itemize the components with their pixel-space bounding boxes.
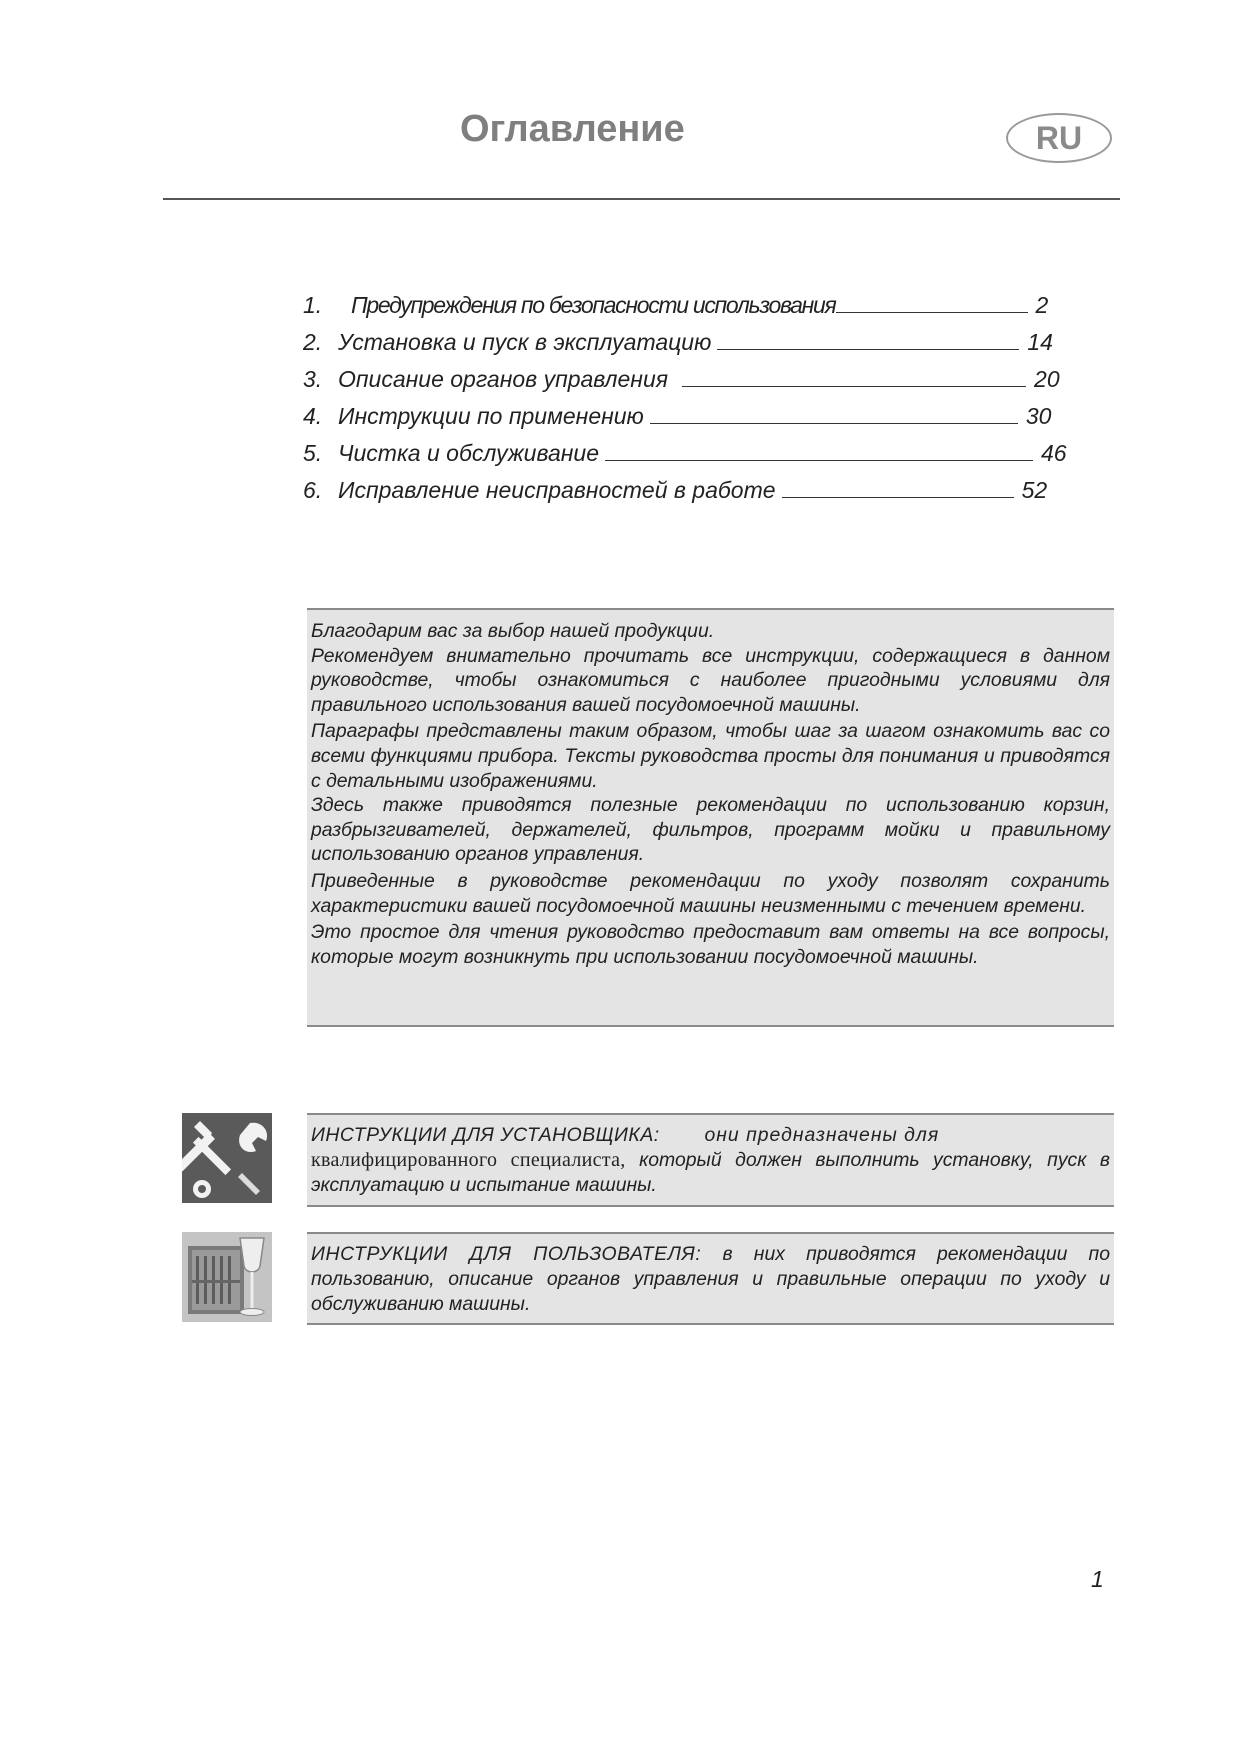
toc-label: Чистка и обслуживание xyxy=(338,440,600,466)
toc-leader xyxy=(836,311,1028,313)
page-number: 1 xyxy=(1091,1566,1104,1592)
intro-paragraph: Параграфы представлены таким образом, чтобы шаг за шагом ознакомить вас со всеми функциями прибора. Тексты руководства просты для понимания и приводятся с детальными изображениями. xyxy=(311,720,1110,792)
user-heading: ИНСТРУКЦИИ ДЛЯ ПОЛЬЗОВАТЕЛЯ: xyxy=(311,1243,702,1265)
page-title: Оглавление xyxy=(460,108,685,150)
toc-number: 5. xyxy=(303,440,323,466)
toc-entry[interactable] xyxy=(303,477,1047,504)
intro-box xyxy=(307,608,1114,1027)
installer-text: который должен выполнить установку, пуск в эксплуатацию и испытание машины. xyxy=(311,1149,1110,1196)
intro-paragraph: Здесь также приводятся полезные рекомендации по использованию корзин, разбрызгивателей, держателей, фильтров, программ мойки и правильному использованию органов управления. xyxy=(311,794,1110,866)
intro-paragraph: Приведенные в руководстве рекомендации по уходу позволят сохранить характеристики вашей посудомоечной машины неизменными с течением времени. xyxy=(311,869,1110,917)
intro-paragraph: Это простое для чтения руководство предоставит вам ответы на все вопросы, которые могут возникнуть при использовании посудомоечной машины. xyxy=(311,921,1110,968)
toc-entry[interactable] xyxy=(303,440,1067,467)
dishwasher-glass-icon xyxy=(182,1232,272,1322)
toc-number: 4. xyxy=(303,403,323,429)
toc-page: 2 xyxy=(1035,292,1049,318)
toc-leader xyxy=(605,459,1033,461)
toc-page: 14 xyxy=(1027,329,1053,355)
intro-greeting: Благодарим вас за выбор нашей продукции. xyxy=(311,620,715,642)
wrench-screwdriver-icon xyxy=(182,1113,272,1203)
toc-label: Описание органов управления xyxy=(338,366,669,392)
installer-text: квалифицированного специалиста, xyxy=(311,1149,626,1171)
toc-entry[interactable] xyxy=(303,329,1053,356)
user-instructions-box xyxy=(307,1232,1114,1325)
intro-paragraph: Рекомендуем внимательно прочитать все инструкции, содержащиеся в данном руководстве, чтобы ознакомиться с наиболее пригодными условиями для правильного использования вашей посудомоечной машины. xyxy=(311,644,1110,716)
toc-label: Установка и пуск в эксплуатацию xyxy=(338,329,712,355)
toc-leader xyxy=(782,496,1014,498)
toc-number: 6. xyxy=(303,477,323,503)
toc-label: Исправление неисправностей в работе xyxy=(338,477,776,503)
header-divider xyxy=(163,198,1120,200)
toc-number: 3. xyxy=(303,366,323,392)
language-badge: RU xyxy=(1006,113,1112,163)
toc-entry[interactable] xyxy=(303,292,1048,319)
toc-label: Предупреждения по безопасности использования xyxy=(351,292,836,318)
toc-number: 1. xyxy=(303,292,323,318)
toc-page: 20 xyxy=(1034,366,1060,392)
toc-page: 52 xyxy=(1021,477,1048,503)
toc-entry[interactable] xyxy=(303,403,1051,430)
user-text: в них приводятся рекомендации по пользованию, описание органов управления и правильные операции по уходу и обслуживанию машины. xyxy=(311,1243,1111,1315)
installer-heading: ИНСТРУКЦИИ ДЛЯ УСТАНОВЩИКА: xyxy=(311,1124,660,1146)
toc-leader xyxy=(650,422,1018,424)
toc-number: 2. xyxy=(303,329,323,355)
toc-page: 30 xyxy=(1025,403,1052,429)
toc-leader xyxy=(717,348,1019,350)
toc-page: 46 xyxy=(1041,440,1067,466)
installer-text: они предназначены для xyxy=(704,1124,940,1146)
toc-label: Инструкции по применению xyxy=(338,403,644,429)
toc-leader xyxy=(682,385,1026,387)
installer-instructions-box xyxy=(307,1113,1114,1207)
toc-entry[interactable] xyxy=(303,366,1060,393)
